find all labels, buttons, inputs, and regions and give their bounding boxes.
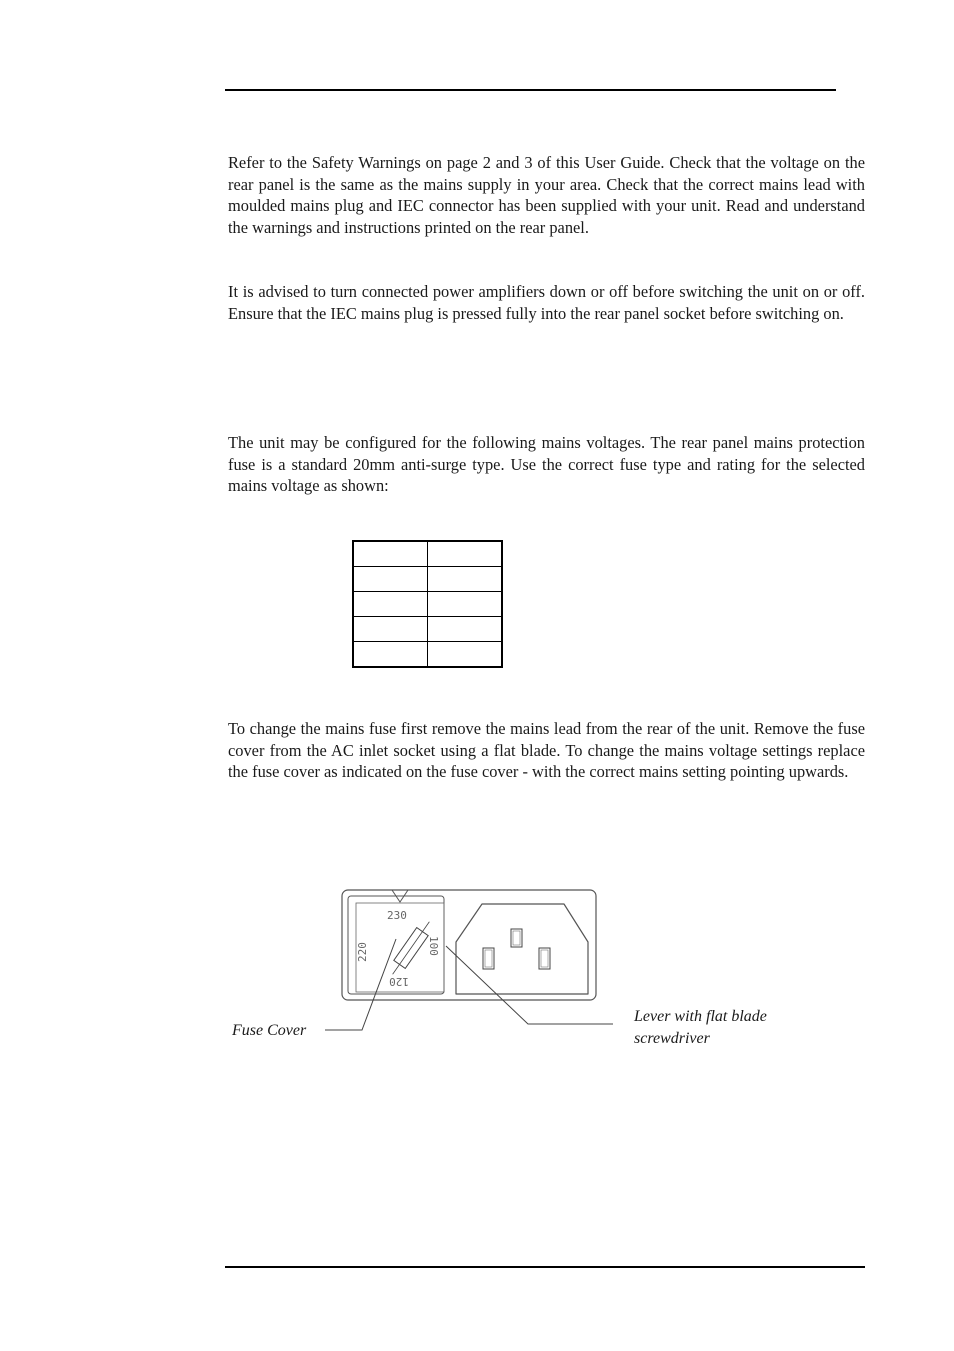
table-cell	[428, 617, 503, 642]
table-cell	[428, 567, 503, 592]
safety-paragraph: Refer to the Safety Warnings on page 2 and 3 of this User Guide. Check that the voltage on the rear panel is the same as the mains supply in your area. Check that the correct mains lead with moulded mains plug and IEC connector has been supplied with your unit. Read and understand the warnings and instructions printed on the rear panel.	[228, 153, 865, 237]
table-cell	[428, 541, 503, 567]
table-row	[353, 617, 502, 642]
inlet-outer-frame	[342, 890, 596, 1000]
table-cell	[353, 617, 428, 642]
voltage-mark-right: 100	[427, 936, 440, 956]
neutral-pin-icon	[539, 948, 550, 969]
table-row	[353, 642, 502, 668]
header-rule	[225, 89, 836, 91]
advice-paragraph: It is advised to turn connected power amplifiers down or off before switching the unit on or off. Ensure that the IEC mains plug is pressed fully into the rear panel socket before switching on.	[228, 282, 865, 323]
change-fuse-paragraph: To change the mains fuse first remove the mains lead from the rear of the unit. Remove the fuse cover from the AC inlet socket using a flat blade. To change the mains voltage settings replace the fuse cover as indicated on the fuse cover - with the correct mains setting pointing upwards.	[228, 719, 865, 781]
earth-pin-icon	[511, 929, 522, 947]
live-pin-icon	[483, 948, 494, 969]
iec-socket-outline	[456, 904, 588, 994]
fuse-rating-table	[352, 540, 503, 668]
table-row	[353, 541, 502, 567]
voltage-mark-bottom: 120	[389, 975, 409, 988]
table-cell	[353, 541, 428, 567]
voltage-mark-left: 220	[356, 942, 369, 962]
table-row	[353, 567, 502, 592]
voltage-mark-top: 230	[387, 909, 407, 922]
fuse-cover-caption: Fuse Cover	[232, 1022, 307, 1039]
lever-caption: Lever with flat blade screwdriver	[634, 1008, 767, 1047]
table-cell	[353, 642, 428, 668]
table-cell	[428, 592, 503, 617]
table-cell	[353, 567, 428, 592]
table-cell	[353, 592, 428, 617]
footer-rule	[225, 1266, 865, 1268]
table-cell	[428, 642, 503, 668]
table-row	[353, 592, 502, 617]
voltages-paragraph: The unit may be configured for the following mains voltages. The rear panel mains protection fuse is a standard 20mm anti-surge type. Use the correct fuse type and rating for the selected mains voltage as shown:	[228, 433, 865, 495]
